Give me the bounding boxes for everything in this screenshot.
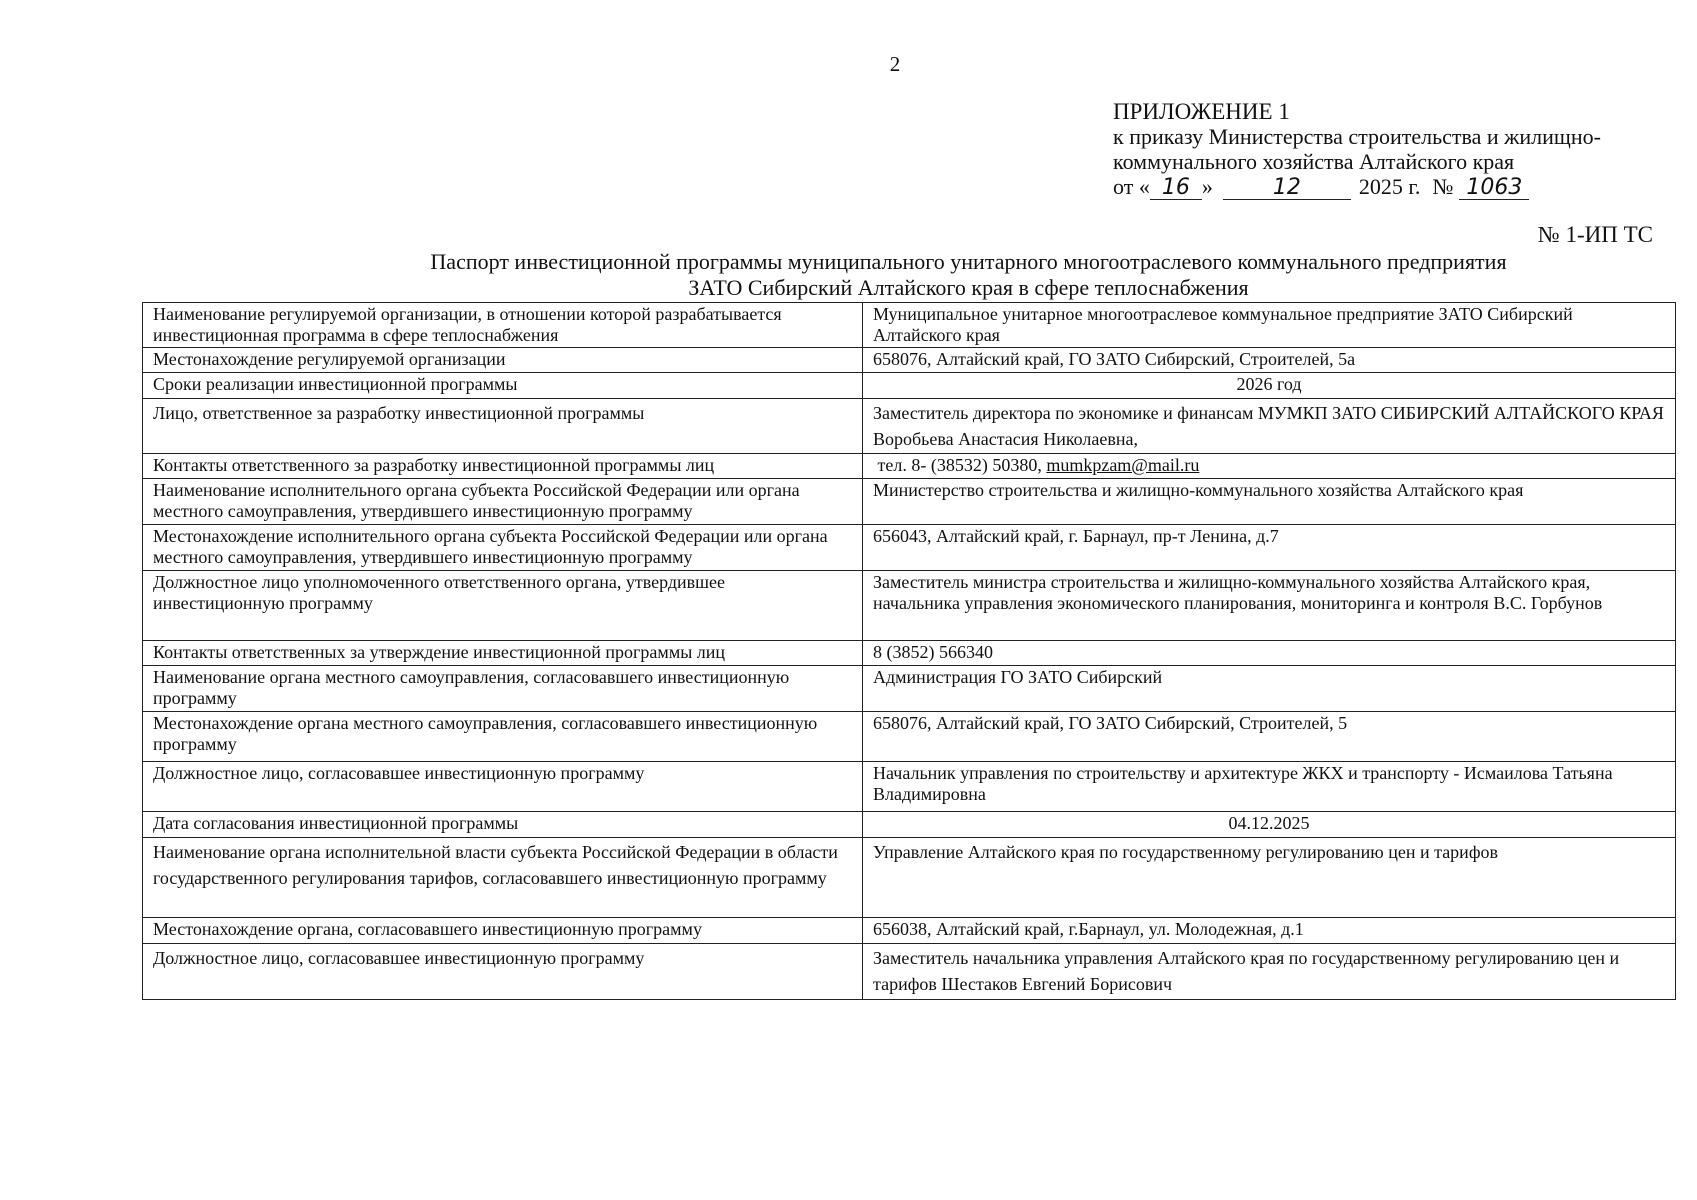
handwritten-month: 12 [1223, 177, 1351, 200]
row-value: 658076, Алтайский край, ГО ЗАТО Сибирский, Строителей, 5 [863, 712, 1676, 762]
row-label: Местонахождение органа, согласовавшего инвестиционную программу [143, 918, 863, 944]
table-row [143, 348, 1676, 373]
page-number: 2 [889, 52, 901, 76]
row-value: Администрация ГО ЗАТО Сибирский [863, 666, 1676, 712]
date-mid: » [1201, 174, 1213, 199]
row-value: 656043, Алтайский край, г. Барнаул, пр-т Ленина, д.7 [863, 525, 1676, 571]
table-row [143, 838, 1676, 918]
row-value: Управление Алтайского края по государственному регулированию цен и тарифов [863, 838, 1676, 918]
row-value: 04.12.2025 [863, 812, 1676, 838]
passport-table [142, 302, 1676, 1000]
table-row [143, 666, 1676, 712]
row-value: Заместитель начальника управления Алтайского края по государственному регулированию цен и тарифов Шестаков Евгений Борисович [863, 944, 1676, 1000]
contact-email-link[interactable]: mumkpzam@mail.ru [1046, 455, 1200, 475]
row-value: 8 (3852) 566340 [863, 641, 1676, 666]
row-value: Заместитель министра строительства и жилищно-коммунального хозяйства Алтайского края, начальника управления экономического планирования, мониторинга и контроля В.С. Горбунов [863, 571, 1676, 641]
appendix-header [1113, 99, 1673, 200]
table-row [143, 525, 1676, 571]
row-label: Контакты ответственных за утверждение инвестиционной программы лиц [143, 641, 863, 666]
order-year: 2025 г. [1358, 174, 1421, 199]
program-number: № 1-ИП ТС [1537, 222, 1653, 247]
row-label: Наименование органа исполнительной власти субъекта Российской Федерации в области государственного регулирования тарифов, согласовавшего инвестиционную программу [143, 838, 863, 918]
row-label: Должностное лицо, согласовавшее инвестиционную программу [143, 762, 863, 812]
contact-phone: тел. 8- (38532) 50380, [877, 455, 1047, 475]
row-label: Наименование органа местного самоуправления, согласовавшего инвестиционную программу [143, 666, 863, 712]
handwritten-order-number: 1063 [1459, 177, 1529, 200]
table-row [143, 373, 1676, 399]
row-value: 658076, Алтайский край, ГО ЗАТО Сибирский, Строителей, 5а [863, 348, 1676, 373]
order-date-line [1113, 174, 1673, 200]
table-row [143, 303, 1676, 348]
number-sign: № [1432, 174, 1454, 199]
row-value: 2026 год [863, 373, 1676, 399]
row-value: Заместитель директора по экономике и финансам МУМКП ЗАТО СИБИРСКИЙ АЛТАЙСКОГО КРАЯ Воробьева Анастасия Николаевна, [863, 399, 1676, 454]
table-row [143, 454, 1676, 479]
title-line-2: ЗАТО Сибирский Алтайского края в сфере теплоснабжения [688, 275, 1249, 300]
appendix-line-1: к приказу Министерства строительства и жилищно- [1113, 124, 1601, 149]
title-line-1: Паспорт инвестиционной программы муниципального унитарного многоотраслевого коммунального предприятия [430, 249, 1507, 274]
row-value: Министерство строительства и жилищно-коммунального хозяйства Алтайского края [863, 479, 1676, 525]
table-row [143, 399, 1676, 454]
table-row [143, 479, 1676, 525]
row-label: Местонахождение регулируемой организации [143, 348, 863, 373]
table-row [143, 712, 1676, 762]
row-value: Муниципальное унитарное многоотраслевое коммунальное предприятие ЗАТО Сибирский Алтайского края [863, 303, 1676, 348]
row-label: Наименование исполнительного органа субъекта Российской Федерации или органа местного самоуправления, утвердившего инвестиционную программу [143, 479, 863, 525]
row-label: Сроки реализации инвестиционной программы [143, 373, 863, 399]
table-row [143, 812, 1676, 838]
table-row [143, 571, 1676, 641]
row-label: Наименование регулируемой организации, в отношении которой разрабатывается инвестиционная программа в сфере теплоснабжения [143, 303, 863, 348]
row-label: Местонахождение органа местного самоуправления, согласовавшего инвестиционную программу [143, 712, 863, 762]
document-title [142, 249, 1697, 301]
date-prefix: от « [1113, 174, 1150, 199]
table-row [143, 944, 1676, 1000]
row-value: 656038, Алтайский край, г.Барнаул, ул. Молодежная, д.1 [863, 918, 1676, 944]
row-label: Местонахождение исполнительного органа субъекта Российской Федерации или органа местного самоуправления, утвердившего инвестиционную программу [143, 525, 863, 571]
row-value: Начальник управления по строительству и архитектуре ЖКХ и транспорту - Исмаилова Татьяна Владимировна [863, 762, 1676, 812]
table-row [143, 918, 1676, 944]
table-row [143, 641, 1676, 666]
row-label: Дата согласования инвестиционной программы [143, 812, 863, 838]
table-row [143, 762, 1676, 812]
row-value [863, 454, 1676, 479]
row-label: Контакты ответственного за разработку инвестиционной программы лиц [143, 454, 863, 479]
row-label: Лицо, ответственное за разработку инвестиционной программы [143, 399, 863, 454]
appendix-title: ПРИЛОЖЕНИЕ 1 [1113, 99, 1290, 124]
row-label: Должностное лицо уполномоченного ответственного органа, утвердившее инвестиционную программу [143, 571, 863, 641]
appendix-line-2: коммунального хозяйства Алтайского края [1113, 149, 1515, 174]
handwritten-day: 16 [1150, 177, 1202, 200]
row-label: Должностное лицо, согласовавшее инвестиционную программу [143, 944, 863, 1000]
